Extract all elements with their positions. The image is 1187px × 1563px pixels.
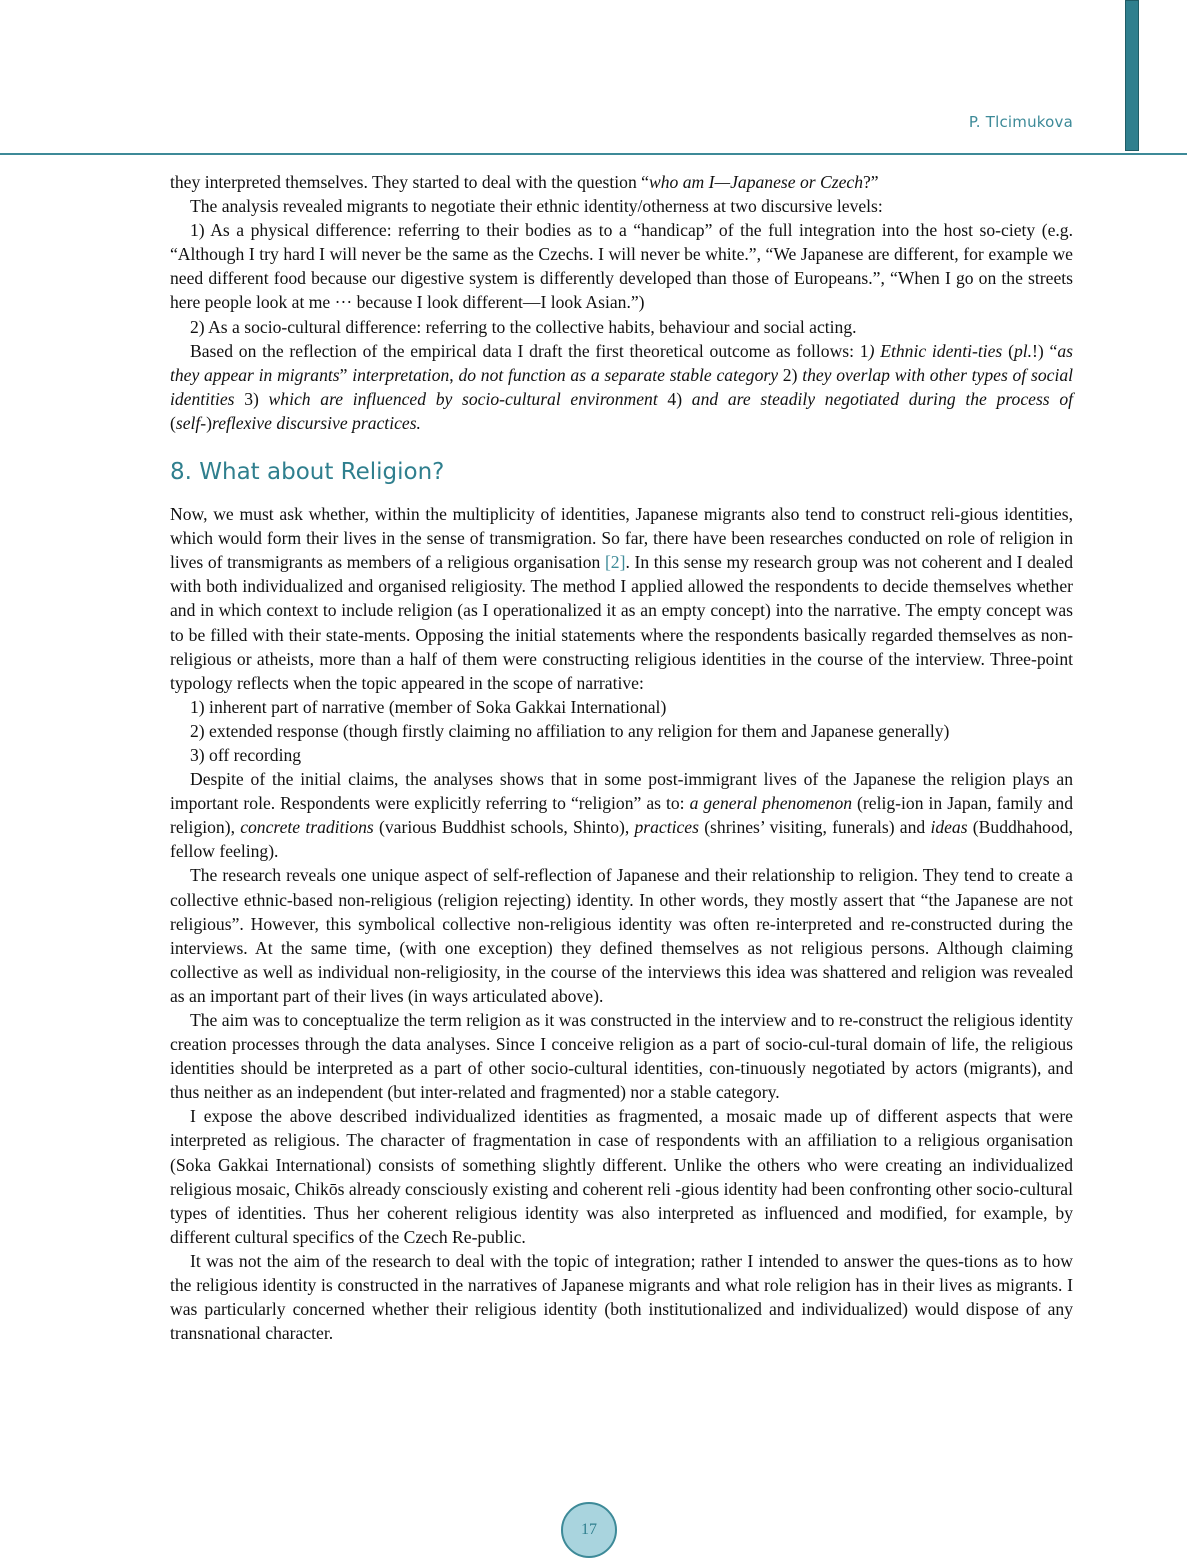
page-number-badge: 17	[561, 1502, 617, 1558]
section-heading: 8. What about Religion?	[170, 459, 445, 486]
running-header-author: P. Tlcimukova	[968, 113, 1073, 131]
article-body	[170, 170, 1073, 1345]
paragraph: The research reveals one unique aspect of self-reflection of Japanese and their relationship to religion. They tend to create a collective ethnic-based non-religious (religion rejecting) identity. In other words, they mostly assert that “the Japanese are not religious”. However, this symbolical collective non-religious identity was often re-interpreted and re-constructed during the interviews. At the same time, (with one exception) they defined themselves as not religious persons. Although claiming collective as well as individual non-religiosity, in the course of the interviews this idea was shattered and religion was revealed as an important part of their lives (in ways articulated above).	[170, 865, 1073, 1006]
paragraph: they interpreted themselves. They started to deal with the question “who am I—Japanese or Czech?”	[170, 172, 879, 192]
paragraph: The analysis revealed migrants to negotiate their ethnic identity/otherness at two discursive levels:	[190, 196, 883, 217]
header-accent-bar	[1125, 0, 1139, 151]
paragraph-theoretical-outcome: Based on the reflection of the empirical data I draft the first theoretical outcome as follows: 1) Ethnic identi-ties (pl.!) “as they appear in migrants” interpretation, do not function as a separate stable category 2) they overlap with other types of social identities 3) which are influenced by socio-cultural environment 4) and are steadily negotiated during the process of (self-)reflexive discursive practices.	[170, 340, 1074, 433]
list-item: 1) inherent part of narrative (member of Soka Gakkai International)	[190, 696, 667, 717]
paragraph: I expose the above described individualized identities as fragmented, a mosaic made up of different aspects that were interpreted as religious. The character of fragmentation in case of respondents with an affiliation to a religious organisation (Soka Gakkai International) consists of something slightly different. Unlike the others who were creating an individualized religious mosaic, Chikōs already consciously existing and coherent reli -gious identity had been confronting other socio-cultural types of identities. Thus her coherent religious identity was also interpreted as influenced and modified, for example, by different cultural specifics of the Czech Re-public.	[170, 1106, 1073, 1247]
paragraph: 2) As a socio-cultural difference: referring to the collective habits, behaviour and social acting.	[190, 316, 857, 337]
citation-link[interactable]: [2]	[604, 552, 626, 573]
paragraph: Now, we must ask whether, within the multiplicity of identities, Japanese migrants also tend to construct reli-gious identities, which would form their lives in the sense of transmigration. So far, there have been researches conducted on role of religion in lives of transmigrants as members of a religious organisation [2]. In this sense my research group was not coherent and I dealed with both individualized and organised religiosity. The method I applied allowed the respondents to decide themselves whether and in which context to include religion (as I operationalized it as an empty concept) into the narrative. The empty concept was to be filled with their state-ments. Opposing the initial statements where the respondents basically regarded themselves as non-religious or atheists, more than a half of them were constructing religious identities in the course of the interview. Three-point typology reflects when the topic appeared in the scope of narrative:	[170, 504, 1073, 693]
paragraph: The aim was to conceptualize the term religion as it was constructed in the interview and to re-construct the religious identity creation processes through the data analyses. Since I conceive religion as a part of socio-cul-tural domain of life, the religious identities should be interpreted as a part of other socio-cultural identities, con-tinuously negotiated by actors (migrants), and thus neither as an independent (but inter-related and fragmented) nor a stable category.	[170, 1010, 1073, 1103]
list-item: 2) extended response (though firstly claiming no affiliation to any religion for them and Japanese generally)	[190, 720, 950, 741]
list-item: 3) off recording	[190, 744, 302, 765]
paragraph: Despite of the initial claims, the analyses shows that in some post-immigrant lives of the Japanese the religion plays an important role. Respondents were explicitly referring to “religion” as to: a general phenomenon (relig-ion in Japan, family and religion), concrete traditions (various Buddhist schools, Shinto), practices (shrines’ visiting, funerals) and ideas (Buddhahood, fellow feeling).	[170, 769, 1073, 862]
header-divider	[0, 153, 1187, 155]
paragraph: It was not the aim of the research to deal with the topic of integration; rather I intended to answer the ques-tions as to how the religious identity is constructed in the narratives of Japanese migrants and what role religion has in their lives as migrants. I was particularly concerned whether their religious identity (both institutionalized and individualized) would dispose of any transnational character.	[170, 1250, 1073, 1344]
paragraph: 1) As a physical difference: referring to their bodies as to a “handicap” of the full integration into the host so-ciety (e.g. “Although I try hard I will never be the same as the Czechs. I will never be white.”, “We Japanese are different, for example we need different food because our digestive system is differently developed than those of Europeans.”, “When I go on the streets here people look at me ··· because I look different—I look Asian.”)	[170, 220, 1073, 313]
